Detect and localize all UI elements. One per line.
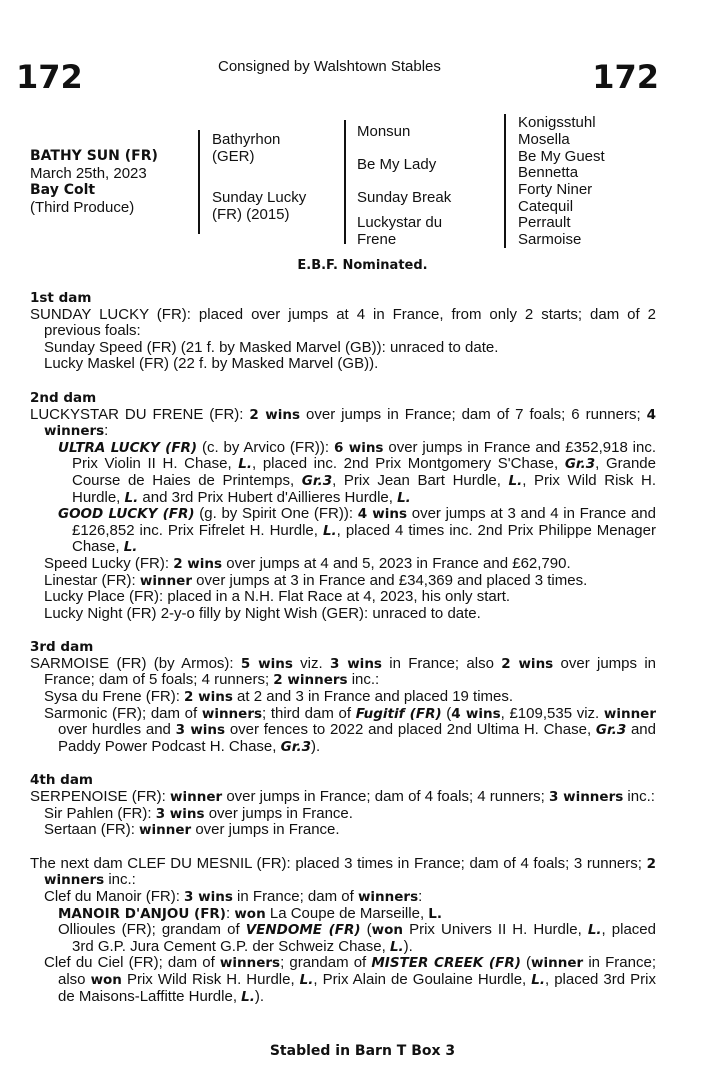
dam-record xyxy=(30,856,656,889)
text-run: in France; dam of xyxy=(232,888,358,905)
text-run: ( xyxy=(441,704,452,722)
pedigree-gen3-3: Bennetta xyxy=(518,164,579,181)
text-run: 2 wins xyxy=(184,689,233,706)
text-run: L. xyxy=(531,971,545,988)
text-run: over jumps at 3 in France and £34,369 and placed 3 times. xyxy=(192,571,588,589)
pedigree-gen3-1: Mosella xyxy=(518,131,570,148)
text-run: 2 winners xyxy=(44,855,656,889)
dam-section xyxy=(30,290,656,373)
text-run: Clef du Manoir (FR): xyxy=(44,888,185,905)
text-run: ). xyxy=(310,737,321,755)
produce-record xyxy=(30,822,656,839)
text-run: L. xyxy=(389,938,404,955)
produce-record xyxy=(30,906,656,923)
pedigree-gen3-2: Be My Guest xyxy=(518,148,605,165)
produce-record xyxy=(30,955,656,1005)
dam-section xyxy=(30,390,656,622)
text-run: Ollioules (FR); grandam of xyxy=(58,921,246,939)
produce-record xyxy=(30,356,656,373)
text-run: 4 wins xyxy=(357,506,408,523)
text-run: Linestar (FR): xyxy=(44,571,140,589)
ebf-nomination: E.B.F. Nominated. xyxy=(297,258,428,273)
text-run: won xyxy=(371,922,403,939)
text-run: inc.: xyxy=(623,788,655,806)
pedigree-gen3-5: Catequil xyxy=(518,198,574,215)
text-run: ( xyxy=(360,921,372,939)
dam-record xyxy=(30,307,656,340)
pedigree-gen3-0: Konigsstuhl xyxy=(518,114,596,131)
text-run: winner xyxy=(139,822,192,839)
text-run: , Prix Jean Bart Hurdle, xyxy=(332,471,509,489)
text-run: Sunday Speed (FR) (21 f. by Masked Marvel (GB)): unraced to date. xyxy=(44,338,499,356)
text-run: winners xyxy=(219,955,281,972)
text-run: , Grande Course de Haies de Printemps, xyxy=(72,455,656,489)
text-run: Lucky Maskel (FR) (22 f. by Masked Marvel (GB)). xyxy=(44,355,379,373)
text-run: won xyxy=(234,905,266,922)
text-run: SUNDAY LUCKY (FR): placed over jumps at 4 in France, from only 2 starts; dam of 2 previous foals: xyxy=(30,305,656,340)
text-run: : xyxy=(104,422,109,440)
text-run: L. xyxy=(397,489,411,506)
text-run: Speed Lucky (FR): xyxy=(44,554,174,572)
horse-name: BATHY SUN (FR) xyxy=(30,148,158,164)
text-run: over jumps in France. xyxy=(204,804,353,822)
pedigree-divider-1 xyxy=(198,130,200,234)
text-run: , placed inc. 2nd Prix Montgomery S'Chase, xyxy=(252,455,565,473)
text-run: GOOD LUCKY (FR) xyxy=(58,506,195,523)
text-run: : xyxy=(418,888,423,905)
text-run: 2 wins xyxy=(501,655,554,672)
produce-record xyxy=(30,606,656,623)
text-run: The next dam CLEF DU MESNIL (FR): placed 3 times in France; dam of 4 foals; 3 runners; xyxy=(30,854,647,872)
produce-record xyxy=(30,340,656,357)
text-run: La Coupe de Marseille, xyxy=(265,904,429,922)
dam-section xyxy=(30,639,656,755)
produce-record xyxy=(30,506,656,556)
stabling-info: Stabled in Barn T Box 3 xyxy=(269,1043,456,1059)
text-run: 3 wins xyxy=(184,889,233,905)
text-run: 3 wins xyxy=(175,722,226,739)
lot-number-left: 172 xyxy=(16,58,83,96)
text-run: LUCKYSTAR DU FRENE (FR): xyxy=(30,405,250,423)
dam-section xyxy=(30,856,656,1005)
text-run: Sysa du Frene (FR): xyxy=(44,688,185,706)
text-run: over jumps in France; dam of 7 foals; 6 runners; xyxy=(300,405,647,423)
text-run: over jumps in France. xyxy=(191,821,340,839)
text-run: L. xyxy=(508,472,523,489)
text-run: SERPENOISE (FR): xyxy=(30,788,171,806)
text-run: VENDOME (FR) xyxy=(245,922,361,939)
produce-record xyxy=(30,689,656,706)
text-run: ). xyxy=(254,987,265,1005)
text-run: won xyxy=(90,971,122,988)
text-run: ; third dam of xyxy=(262,704,356,722)
produce-record xyxy=(30,922,656,955)
pedigree-divider-3 xyxy=(504,114,506,248)
produce-record xyxy=(30,440,656,506)
text-run: 2 wins xyxy=(173,555,223,572)
text-run: over jumps at 4 and 5, 2023 in France and £62,790. xyxy=(222,554,571,572)
text-run: in France; also xyxy=(381,654,502,672)
text-run: over jumps at 3 and 4 in France and £126,852 inc. Prix Fifrelet H. Hurdle, xyxy=(72,505,656,539)
text-run: Gr.3 xyxy=(301,472,333,489)
pedigree-dam: Sunday Lucky (FR) (2015) xyxy=(212,189,307,223)
text-run: (c. by Arvico (FR)): xyxy=(197,438,334,456)
produce-record xyxy=(30,806,656,823)
text-run: over fences to 2022 and placed 2nd Ultima H. Chase, xyxy=(225,721,596,739)
text-run: Lucky Night (FR) 2-y-o filly by Night Wish (GER): unraced to date. xyxy=(44,604,481,622)
text-run: and Paddy Power Podcast H. Chase, xyxy=(58,721,656,755)
text-run: L. xyxy=(299,971,314,988)
text-run: over jumps in France; dam of 5 foals; 4 runners; xyxy=(44,654,656,689)
text-run: : xyxy=(225,904,235,922)
text-run: 4 wins xyxy=(451,705,501,722)
text-run: and 3rd Prix Hubert d'Aillieres Hurdle, xyxy=(138,488,398,506)
lot-number-right: 172 xyxy=(592,58,659,96)
text-run: 6 wins xyxy=(333,439,384,456)
text-run: L. xyxy=(241,988,255,1005)
text-run: winner xyxy=(170,789,223,806)
text-run: 5 wins xyxy=(240,655,293,672)
text-run: winner xyxy=(139,572,192,589)
text-run: L. xyxy=(123,539,138,556)
produce-record xyxy=(30,556,656,573)
text-run: Gr.3 xyxy=(595,722,627,739)
text-run: ). xyxy=(403,937,413,955)
text-run: 3 wins xyxy=(329,655,382,672)
text-run: 2 winners xyxy=(273,672,348,689)
pedigree-dam-dam: Luckystar du Frene xyxy=(357,214,443,248)
dam-section xyxy=(30,772,656,838)
text-run: 4 winners xyxy=(44,406,656,440)
pedigree-divider-2 xyxy=(344,120,346,244)
pedigree-dam-sire: Sunday Break xyxy=(357,189,452,206)
consignor: Consigned by Walshtown Stables xyxy=(218,58,441,75)
pedigree-gen3-6: Perrault xyxy=(518,214,571,231)
pedigree-sire: Bathyrhon (GER) xyxy=(212,131,281,165)
pedigree-sire-sire: Monsun xyxy=(357,123,411,140)
text-run: ( xyxy=(520,954,532,972)
text-run: Clef du Ciel (FR); dam of xyxy=(44,954,220,972)
text-run: inc.: xyxy=(347,671,380,689)
text-run: , placed 4 times inc. 2nd Prix Philippe Menager Chase, xyxy=(72,521,656,556)
text-run: , placed 3rd Prix de Maisons-Laffitte Hurdle, xyxy=(58,970,656,1005)
text-run: 3 winners xyxy=(549,789,624,806)
text-run: SARMOISE (FR) (by Armos): xyxy=(30,654,241,672)
text-run: over hurdles and xyxy=(58,721,176,739)
text-run: MISTER CREEK (FR) xyxy=(371,955,521,972)
text-run: Sarmonic (FR); dam of xyxy=(44,704,202,722)
text-run: Sertaan (FR): xyxy=(44,821,140,839)
pedigree-sire-dam: Be My Lady xyxy=(357,156,437,173)
text-run: winner xyxy=(531,955,584,972)
produce-record xyxy=(30,573,656,590)
section-heading: 4th dam xyxy=(30,772,93,789)
text-run: ULTRA LUCKY (FR) xyxy=(58,439,198,456)
text-run: Gr.3 xyxy=(564,456,596,473)
text-run: inc.: xyxy=(104,871,136,889)
text-run: , placed 3rd G.P. Jura Cement G.P. der Schweiz Chase, xyxy=(72,921,656,955)
catalogue-body xyxy=(30,290,656,1022)
dam-record xyxy=(30,407,656,440)
text-run: L. xyxy=(124,489,139,506)
text-run: , £109,535 viz. xyxy=(500,704,604,722)
text-run: , Prix Wild Risk H. Hurdle, xyxy=(72,471,657,506)
horse-sex: Bay Colt xyxy=(30,182,96,198)
section-heading: 1st dam xyxy=(30,290,92,306)
text-run: Lucky Place (FR): placed in a N.H. Flat Race at 4, 2023, his only start. xyxy=(44,588,511,606)
text-run: Sir Pahlen (FR): xyxy=(44,804,156,822)
text-run: L. xyxy=(587,922,602,939)
section-heading: 2nd dam xyxy=(30,389,97,406)
text-run: over jumps in France and £352,918 inc. Prix Violin II H. Chase, xyxy=(72,438,657,473)
text-run: in France; also xyxy=(58,954,656,988)
produce-record xyxy=(30,589,656,606)
text-run: L. xyxy=(322,522,337,539)
pedigree-gen3-7: Sarmoise xyxy=(518,231,582,248)
text-run: Gr.3 xyxy=(280,738,311,755)
text-run: 3 wins xyxy=(155,805,205,822)
text-run: MANOIR D'ANJOU (FR) xyxy=(58,905,226,922)
produce-record xyxy=(30,889,656,906)
text-run: Prix Wild Risk H. Hurdle, xyxy=(121,970,300,988)
text-run: winner xyxy=(603,705,656,722)
text-run: Prix Univers II H. Hurdle, xyxy=(403,921,588,939)
text-run: ; grandam of xyxy=(280,954,372,972)
text-run: 2 wins xyxy=(249,406,301,423)
pedigree-gen3-4: Forty Niner xyxy=(518,181,593,198)
dam-record xyxy=(30,656,656,689)
text-run: , Prix Alain de Goulaine Hurdle, xyxy=(313,970,532,988)
text-run: winners xyxy=(357,889,419,905)
text-run: winners xyxy=(201,705,263,722)
horse-details xyxy=(30,148,158,216)
text-run: over jumps in France; dam of 4 foals; 4 runners; xyxy=(222,788,549,806)
text-run: (g. by Spirit One (FR)): xyxy=(194,505,358,523)
text-run: Fugitif (FR) xyxy=(355,705,442,722)
produce-note: (Third Produce) xyxy=(30,199,135,216)
text-run: viz. xyxy=(292,654,330,672)
text-run: at 2 and 3 in France and placed 19 times. xyxy=(232,688,514,706)
text-run: L. xyxy=(238,456,253,473)
produce-record xyxy=(30,706,656,756)
foaled-date: March 25th, 2023 xyxy=(30,165,147,182)
text-run: L. xyxy=(428,905,443,922)
dam-record xyxy=(30,789,656,806)
section-heading: 3rd dam xyxy=(30,639,94,656)
